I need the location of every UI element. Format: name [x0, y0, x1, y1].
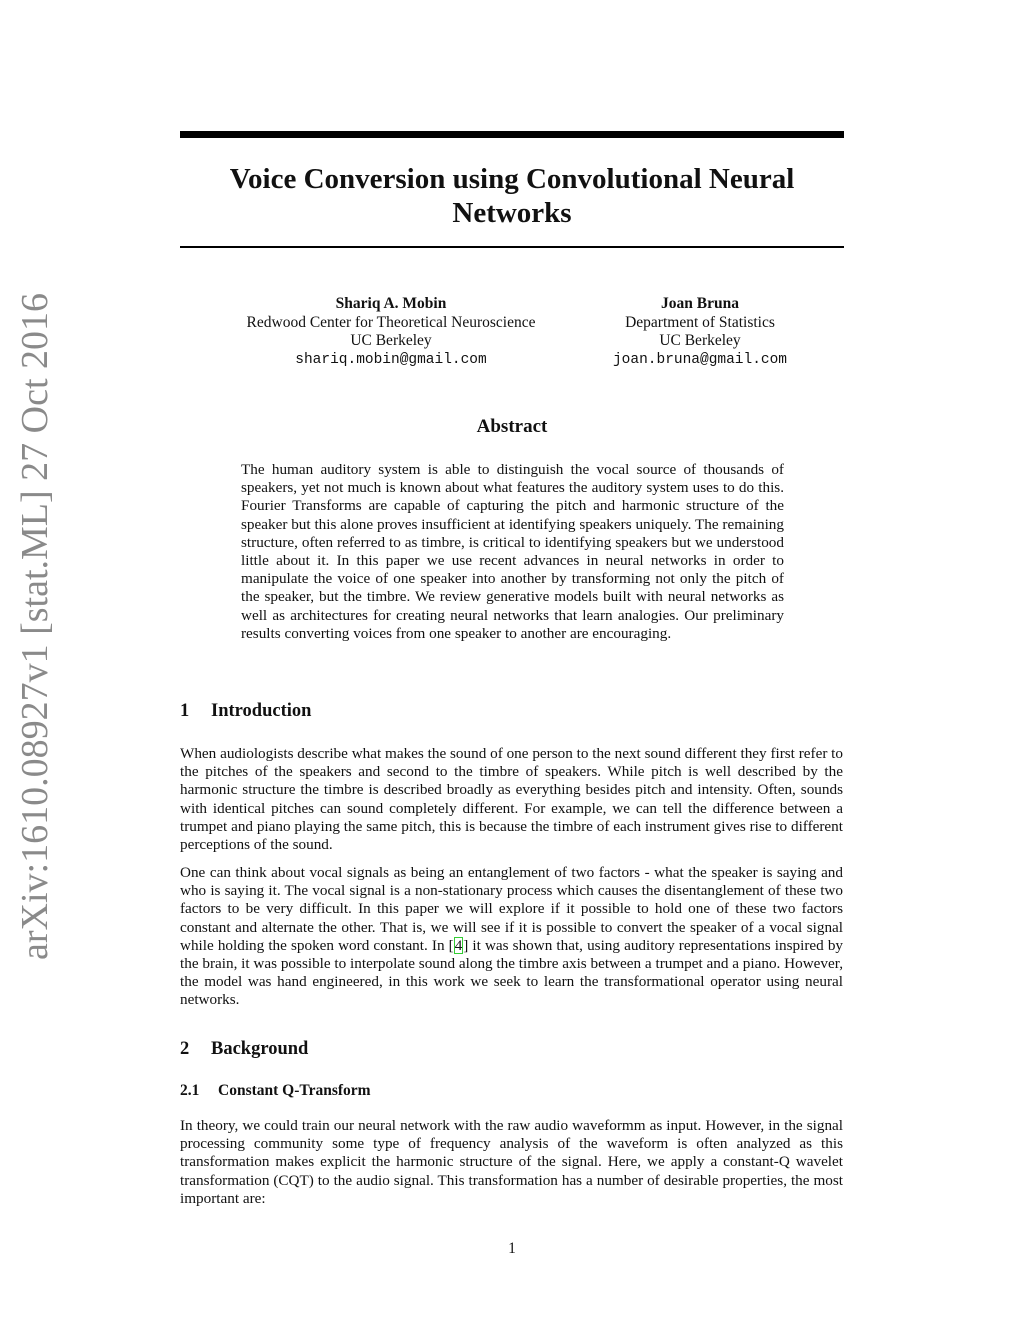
intro-paragraph-2	[180, 864, 843, 1010]
author-email[interactable]: shariq.mobin@gmail.com	[295, 351, 487, 368]
subsection-title: Constant Q-Transform	[218, 1082, 371, 1099]
arxiv-identifier: arXiv:1610.08927v1 [stat.ML] 27 Oct 2016	[14, 292, 56, 960]
section-number: 2	[180, 1039, 190, 1059]
author-block-2	[600, 295, 800, 369]
intro-paragraph-1: When audiologists describe what makes the sound of one person to the next sound different they first refer to the pitches of the speakers and second to the timbre of speakers. While pitch is well described by the harmonic structure the timbre is described broadly as everything besides pitch and intensity. Often, sounds with identical pitches can sound completely different. For example, we can tell the difference between a trumpet and piano playing the same pitch, this is because the timbre of each instrument gives rise to different perceptions of the sound.	[180, 745, 843, 854]
subsection-number: 2.1	[180, 1082, 200, 1099]
abstract-heading: Abstract	[476, 416, 548, 437]
author-institution: UC Berkeley	[350, 332, 432, 349]
citation-link[interactable]: 4	[454, 936, 463, 954]
paper-title: Voice Conversion using Convolutional Neural Networks	[229, 163, 795, 229]
section-title: Background	[211, 1039, 309, 1059]
section-title: Introduction	[211, 701, 312, 721]
author-name: Joan Bruna	[661, 295, 739, 312]
title-rule-bottom	[180, 246, 844, 248]
page-number: 1	[508, 1240, 516, 1257]
subsection-heading-cqt	[180, 1082, 371, 1100]
author-name: Shariq A. Mobin	[335, 295, 447, 312]
background-paragraph-1: In theory, we could train our neural network with the raw audio waveformm as input. However, in the signal processing community some type of frequency analysis of the waveform is often analyzed as this transformation makes explicit the harmonic structure of the signal. Here, we apply a constant-Q wavelet transformation (CQT) to the audio signal. This transformation has a number of desirable properties, the most important are:	[180, 1117, 843, 1207]
section-number: 1	[180, 701, 190, 721]
author-affiliation: Redwood Center for Theoretical Neuroscience	[246, 313, 536, 331]
section-heading-background	[180, 1039, 308, 1060]
paragraph-text: One can think about vocal signals as being an entanglement of two factors - what the speaker is saying and who is saying it. The vocal signal is a non-stationary process which causes the disentanglement of these two factors to be very difficult. In this paper we will explore if it possible to hold one of these two factors constant and alternate the other. That is, we will see if it is possible to convert the speaker of a vocal signal while holding the spoken word constant. In [	[180, 864, 843, 954]
author-institution: UC Berkeley	[659, 332, 741, 349]
abstract-text: The human auditory system is able to distinguish the vocal source of thousands of speakers, yet not much is known about what features the auditory system uses to do this. Fourier Transforms are capable of capturing the pitch and harmonic structure of the speaker but this alone proves insufficient at identifying speakers uniquely. The remaining structure, often referred to as timbre, is critical to identifying speakers but we understood little about it. In this paper we use recent advances in neural networks in order to manipulate the voice of one speaker into another by transforming not only the pitch of the speaker, but the timbre. We review generative models built with neural networks as well as architectures for creating neural networks that learn analogies. Our preliminary results converting voices from one speaker to another are encouraging.	[241, 461, 784, 642]
author-block-1	[220, 295, 562, 369]
paragraph-text: ] it was shown that, using auditory representations inspired by the brain, it was possible to interpolate sound along the timbre axis between a trumpet and a piano. However, the model was hand engineered, in this work we seek to learn the transformational operator using neural networks.	[180, 936, 844, 1009]
title-rule-top	[180, 131, 844, 138]
author-email[interactable]: joan.bruna@gmail.com	[612, 351, 788, 368]
section-heading-introduction	[180, 701, 311, 722]
author-affiliation: Department of Statistics	[625, 313, 775, 331]
